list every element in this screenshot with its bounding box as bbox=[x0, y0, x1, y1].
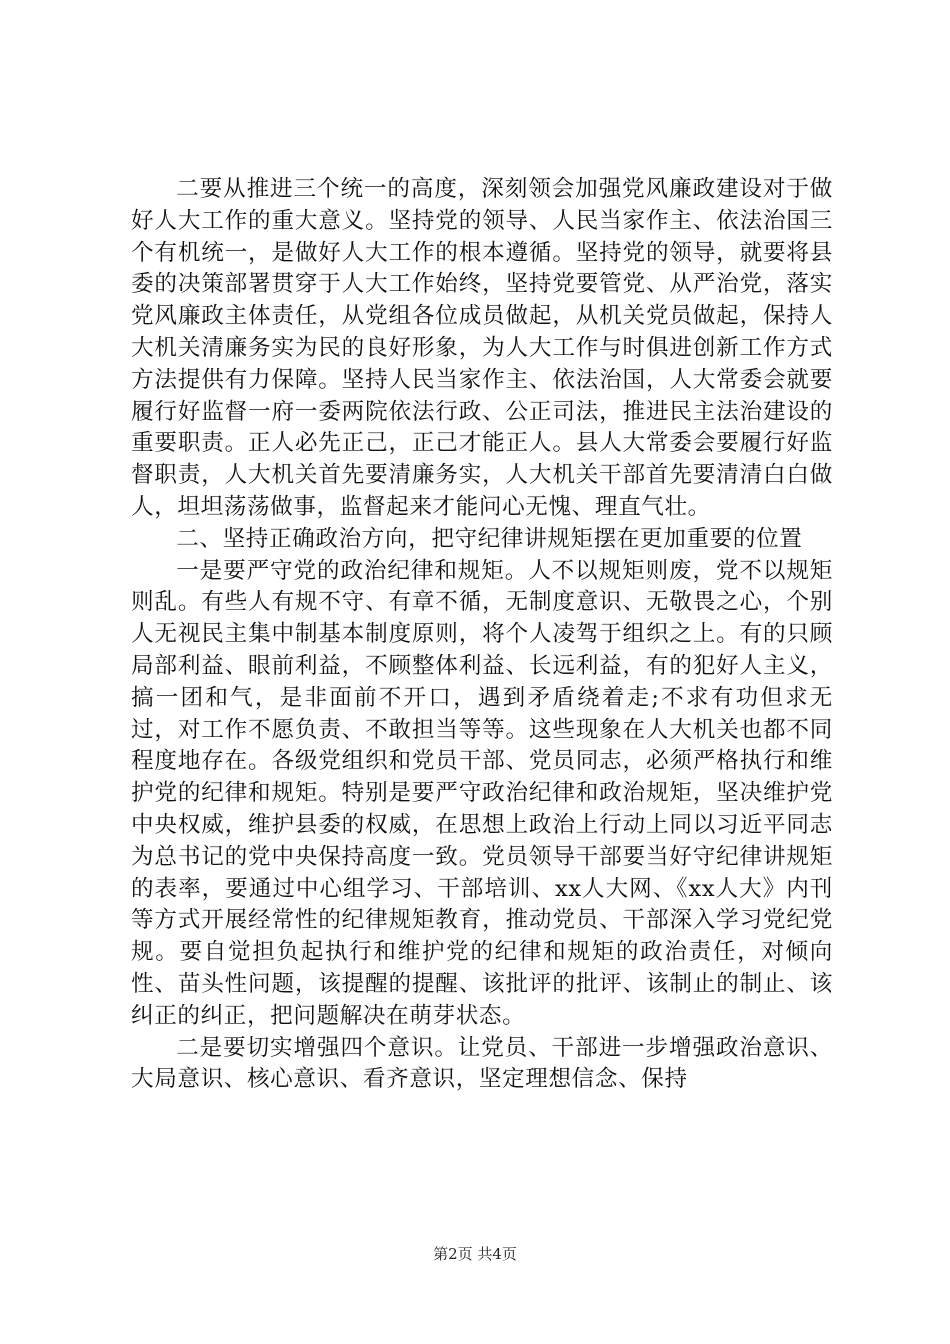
paragraph-1: 二要从推进三个统一的高度，深刻领会加强党风廉政建设对于做好人大工作的重大意义。坚持党的领导、人民当家作主、依法治国三个有机统一，是做好人大工作的根本遵循。坚持党的领导，就要将县委的决策部署贯穿于人大工作始终，坚持党要管党、从严治党，落实党风廉政主体责任，从党组各位成员做起，从机关党员做起，保持人大机关清廉务实为民的良好形象，为人大工作与时俱进创新工作方式方法提供有力保障。坚持人民当家作主、依法治国，人大常委会就要履行好监督一府一委两院依法行政、公正司法，推进民主法治建设的重要职责。正人必先正己，正己才能正人。县人大常委会要履行好监督职责，人大机关首先要清廉务实，人大机关干部首先要清清白白做人，坦坦荡荡做事，监督起来才能问心无愧、理直气壮。 bbox=[131, 176, 833, 520]
paragraph-3: 一是要严守党的政治纪律和规矩。人不以规矩则废，党不以规矩则乱。有些人有规不守、有章不循，无制度意识、无敬畏之心，个别人无视民主集中制基本制度原则，将个人凌驾于组织之上。有的只顾局部利益、眼前利益，不顾整体利益、长远利益，有的犯好人主义，搞一团和气，是非面前不开口，遇到矛盾绕着走;不求有功但求无过，对工作不愿负责、不敢担当等等。这些现象在人大机关也都不同程度地存在。各级党组织和党员干部、党员同志，必须严格执行和维护党的纪律和规矩。特别是要严守政治纪律和政治规矩，坚决维护党中央权威，维护县委的权威，在思想上政治上行动上同以习近平同志为总书记的党中央保持高度一致。党员领导干部要当好守纪律讲规矩的表率，要通过中心组学习、干部培训、xx人大网、《xx人大》内刊等方式开展经常性的纪律规矩教育，推动党员、干部深入学习党纪党规。要自觉担负起执行和维护党的纪律和规矩的政治责任，对倾向性、苗头性问题，该提醒的提醒、该批评的批评、该制止的制止、该纠正的纠正，把问题解决在萌芽状态。 bbox=[131, 557, 833, 1029]
document-body bbox=[131, 174, 833, 1096]
page-number-footer: 第2页 共4页 bbox=[433, 1245, 517, 1263]
paragraph-4: 二是要切实增强四个意识。让党员、干部进一步增强政治意识、大局意识、核心意识、看齐意识，坚定理想信念、保持 bbox=[131, 1034, 833, 1093]
section-heading-2: 二、坚持正确政治方向，把守纪律讲规矩摆在更加重要的位置 bbox=[176, 525, 803, 552]
